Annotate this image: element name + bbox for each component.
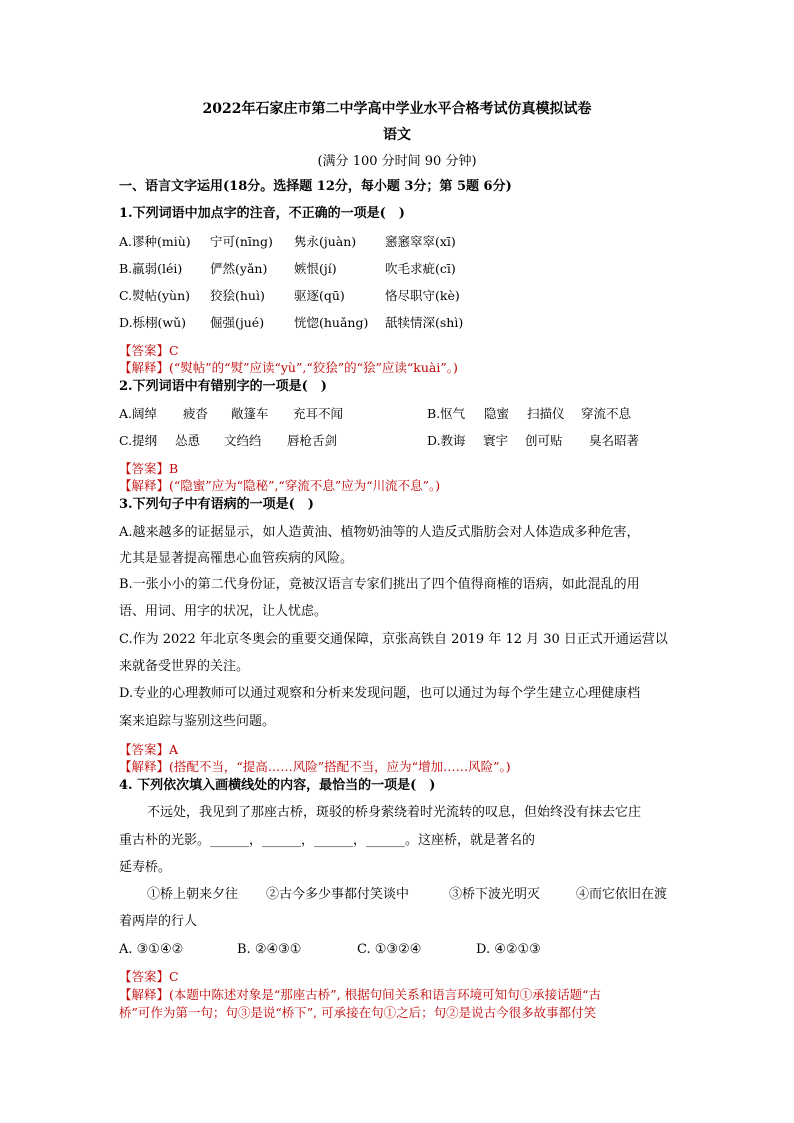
- question-1-stem: 1.下列词语中加点字的注音，不正确的一项是( ): [119, 206, 405, 221]
- question-3-stem: 3.下列句子中有语病的一项是( ): [119, 497, 314, 512]
- q3-explanation: 【解释】(搭配不当，“提高……风险”搭配不当，应为“增加……风险”。): [119, 759, 511, 774]
- q4-answer: 【答案】C: [119, 969, 179, 984]
- q4-passage-line-3: 延寿桥。: [119, 860, 172, 875]
- q3-option-d-line-1: D.专业的心理教师可以通过观察和分析来发现问题，也可以通过为每个学生建立心理健康档: [119, 686, 641, 701]
- q1-explanation: 【解释】(“熨帖”的“熨”应读“yù”,“狡狯”的“狯”应读“kuài”。): [119, 360, 458, 375]
- q3-option-c-line-2: 来就备受世界的关注。: [119, 659, 250, 674]
- q3-option-b-line-2: 语、用词、用字的状况，让人忧虑。: [119, 604, 328, 619]
- question-4-stem: 4. 下列依次填入画横线处的内容，最恰当的一项是( ): [119, 778, 436, 793]
- subject-heading: 语文: [383, 127, 411, 143]
- q3-answer: 【答案】A: [119, 742, 179, 757]
- q3-option-a-line-1: A.越来越多的证据显示，如人造黄油、植物奶油等的人造反式脂肪会对人体造成多种危害，: [119, 525, 640, 540]
- q3-option-d-line-2: 案来追踪与鉴别这些问题。: [119, 714, 276, 729]
- q4-items-continued: 着两岸的行人: [119, 914, 198, 929]
- q3-option-c-line-1: C.作为 2022 年北京冬奥会的重要交通保障，京张高铁自 2019 年 12 月 30 日正式开通运营以: [119, 632, 668, 647]
- question-2-stem: 2.下列词语中有错别字的一项是( ): [119, 379, 327, 394]
- section-heading: 一、语言文字运用(18分。选择题 12分，每小题 3分；第 5题 6分): [119, 179, 512, 194]
- q3-option-a-line-2: 尤其是显著提高罹患心血管疾病的风险。: [119, 551, 354, 566]
- q4-explanation-line-1: 【解释】(本题中陈述对象是“那座古桥”, 根据句间关系和语言环境可知句①承接话题“古: [119, 987, 602, 1002]
- q2-explanation: 【解释】(“隐蜜”应为“隐秘”,“穿流不息”应为“川流不息”。): [119, 478, 441, 493]
- q1-answer: 【答案】C: [119, 343, 179, 358]
- q4-passage-line-1: 不远处，我见到了那座古桥，斑驳的桥身萦绕着时光流转的叹息，但始终没有抹去它庄: [147, 805, 642, 820]
- q4-passage-line-2: 重古朴的光影。______，______，______，______。这座桥，就是著名的: [119, 833, 536, 848]
- q4-explanation-line-2: 桥”可作为第一句；句③是说“桥下”, 可承接在句①之后；句②是说古今很多故事都付笑: [119, 1005, 597, 1020]
- q2-answer: 【答案】B: [119, 461, 179, 476]
- exam-page: 2022年石家庄市第二中学高中学业水平合格考试仿真模拟试卷 语文 (满分 100 分时间 90 分钟) 一、语言文字运用(18分。选择题 12分，每小题 3分；第 5题 6分) 1.下列词语中加点字的注音，不正确的一项是( ) A.谬种(miù) 宁可(nīng) 隽永(juàn) 窸窸窣窣(xī) B.羸弱(léi) 俨然(yǎn) 嫉恨(jí) 吹毛求疵(cī) C.熨帖(yùn) 狡狯(huì) 驱逐(qū) 恪尽职守(kè) D.栎栩(wǔ) 倔强(jué) 恍惚(huǎng) 舐犊情深(shì) 【答案】C 【解释】(“熨帖”的“熨”应读“yù”,“狡狯”的“狯”应读“kuài”。) 2.下列词语中有错别字的一项是( ) A.阔绰 疲沓 敞篷车 充耳不闻 B.怄气 隐蜜 扫描仪 穿流不息 C.提纲 怂恿 文绉绉 唇枪舌剑 D.教诲 寰宇 创可贴 臭名昭著 【答案】B 【解释】(“隐蜜”应为“隐秘”,“穿流不息”应为“川流不息”。) 3.下列句子中有语病的一项是( ) A.越来越多的证据显示，如人造黄油、植物奶油等的人造反式脂肪会对人体造成多种危害， 尤其是显著提高罹患心血管疾病的风险。 B.一张小小的第二代身份证，竟被汉语言专家们挑出了四个值得商榷的语病，如此混乱的用 语、用词、用字的状况，让人忧虑。 C.作为 2022 年北京冬奥会的重要交通保障，京张高铁自 2019 年 12 月 30 日正式开通运营以 来就备受世界的关注。 D.专业的心理教师可以通过观察和分析来发现问题，也可以通过为每个学生建立心理健康档 案来追踪与鉴别这些问题。 【答案】A 【解释】(搭配不当，“提高……风险”搭配不当，应为“增加……风险”。) 4. 下列依次填入画横线处的内容，最恰当的一项是( ) 不远处，我见到了那座古桥，斑驳的桥身萦绕着时光流转的叹息，但始终没有抹去它庄 重古朴的光影。______，______，______，______。这座桥，就是著名的 延寿桥。 ①桥上朝来夕往 ②古今多少事都付笑谈中 ③桥下波光明灭 ④而它依旧在渡 着两岸的行人 A. ③①④② B. ②④③① C. ①③②④ D. ④②①③ 【答案】C 【解释】(本题中陈述对象是“那座古桥”, 根据句间关系和语言环境可知句①承接话题“古 桥”可作为第一句；句③是说“桥下”, 可承接在句①之后；句②是说古今很多故事都付笑: [0, 0, 794, 1123]
- exam-title: 2022年石家庄市第二中学高中学业水平合格考试仿真模拟试卷: [202, 101, 592, 117]
- q3-option-b-line-1: B.一张小小的第二代身份证，竟被汉语言专家们挑出了四个值得商榷的语病，如此混乱的用: [119, 577, 640, 592]
- exam-info: (满分 100 分时间 90 分钟): [317, 154, 477, 169]
